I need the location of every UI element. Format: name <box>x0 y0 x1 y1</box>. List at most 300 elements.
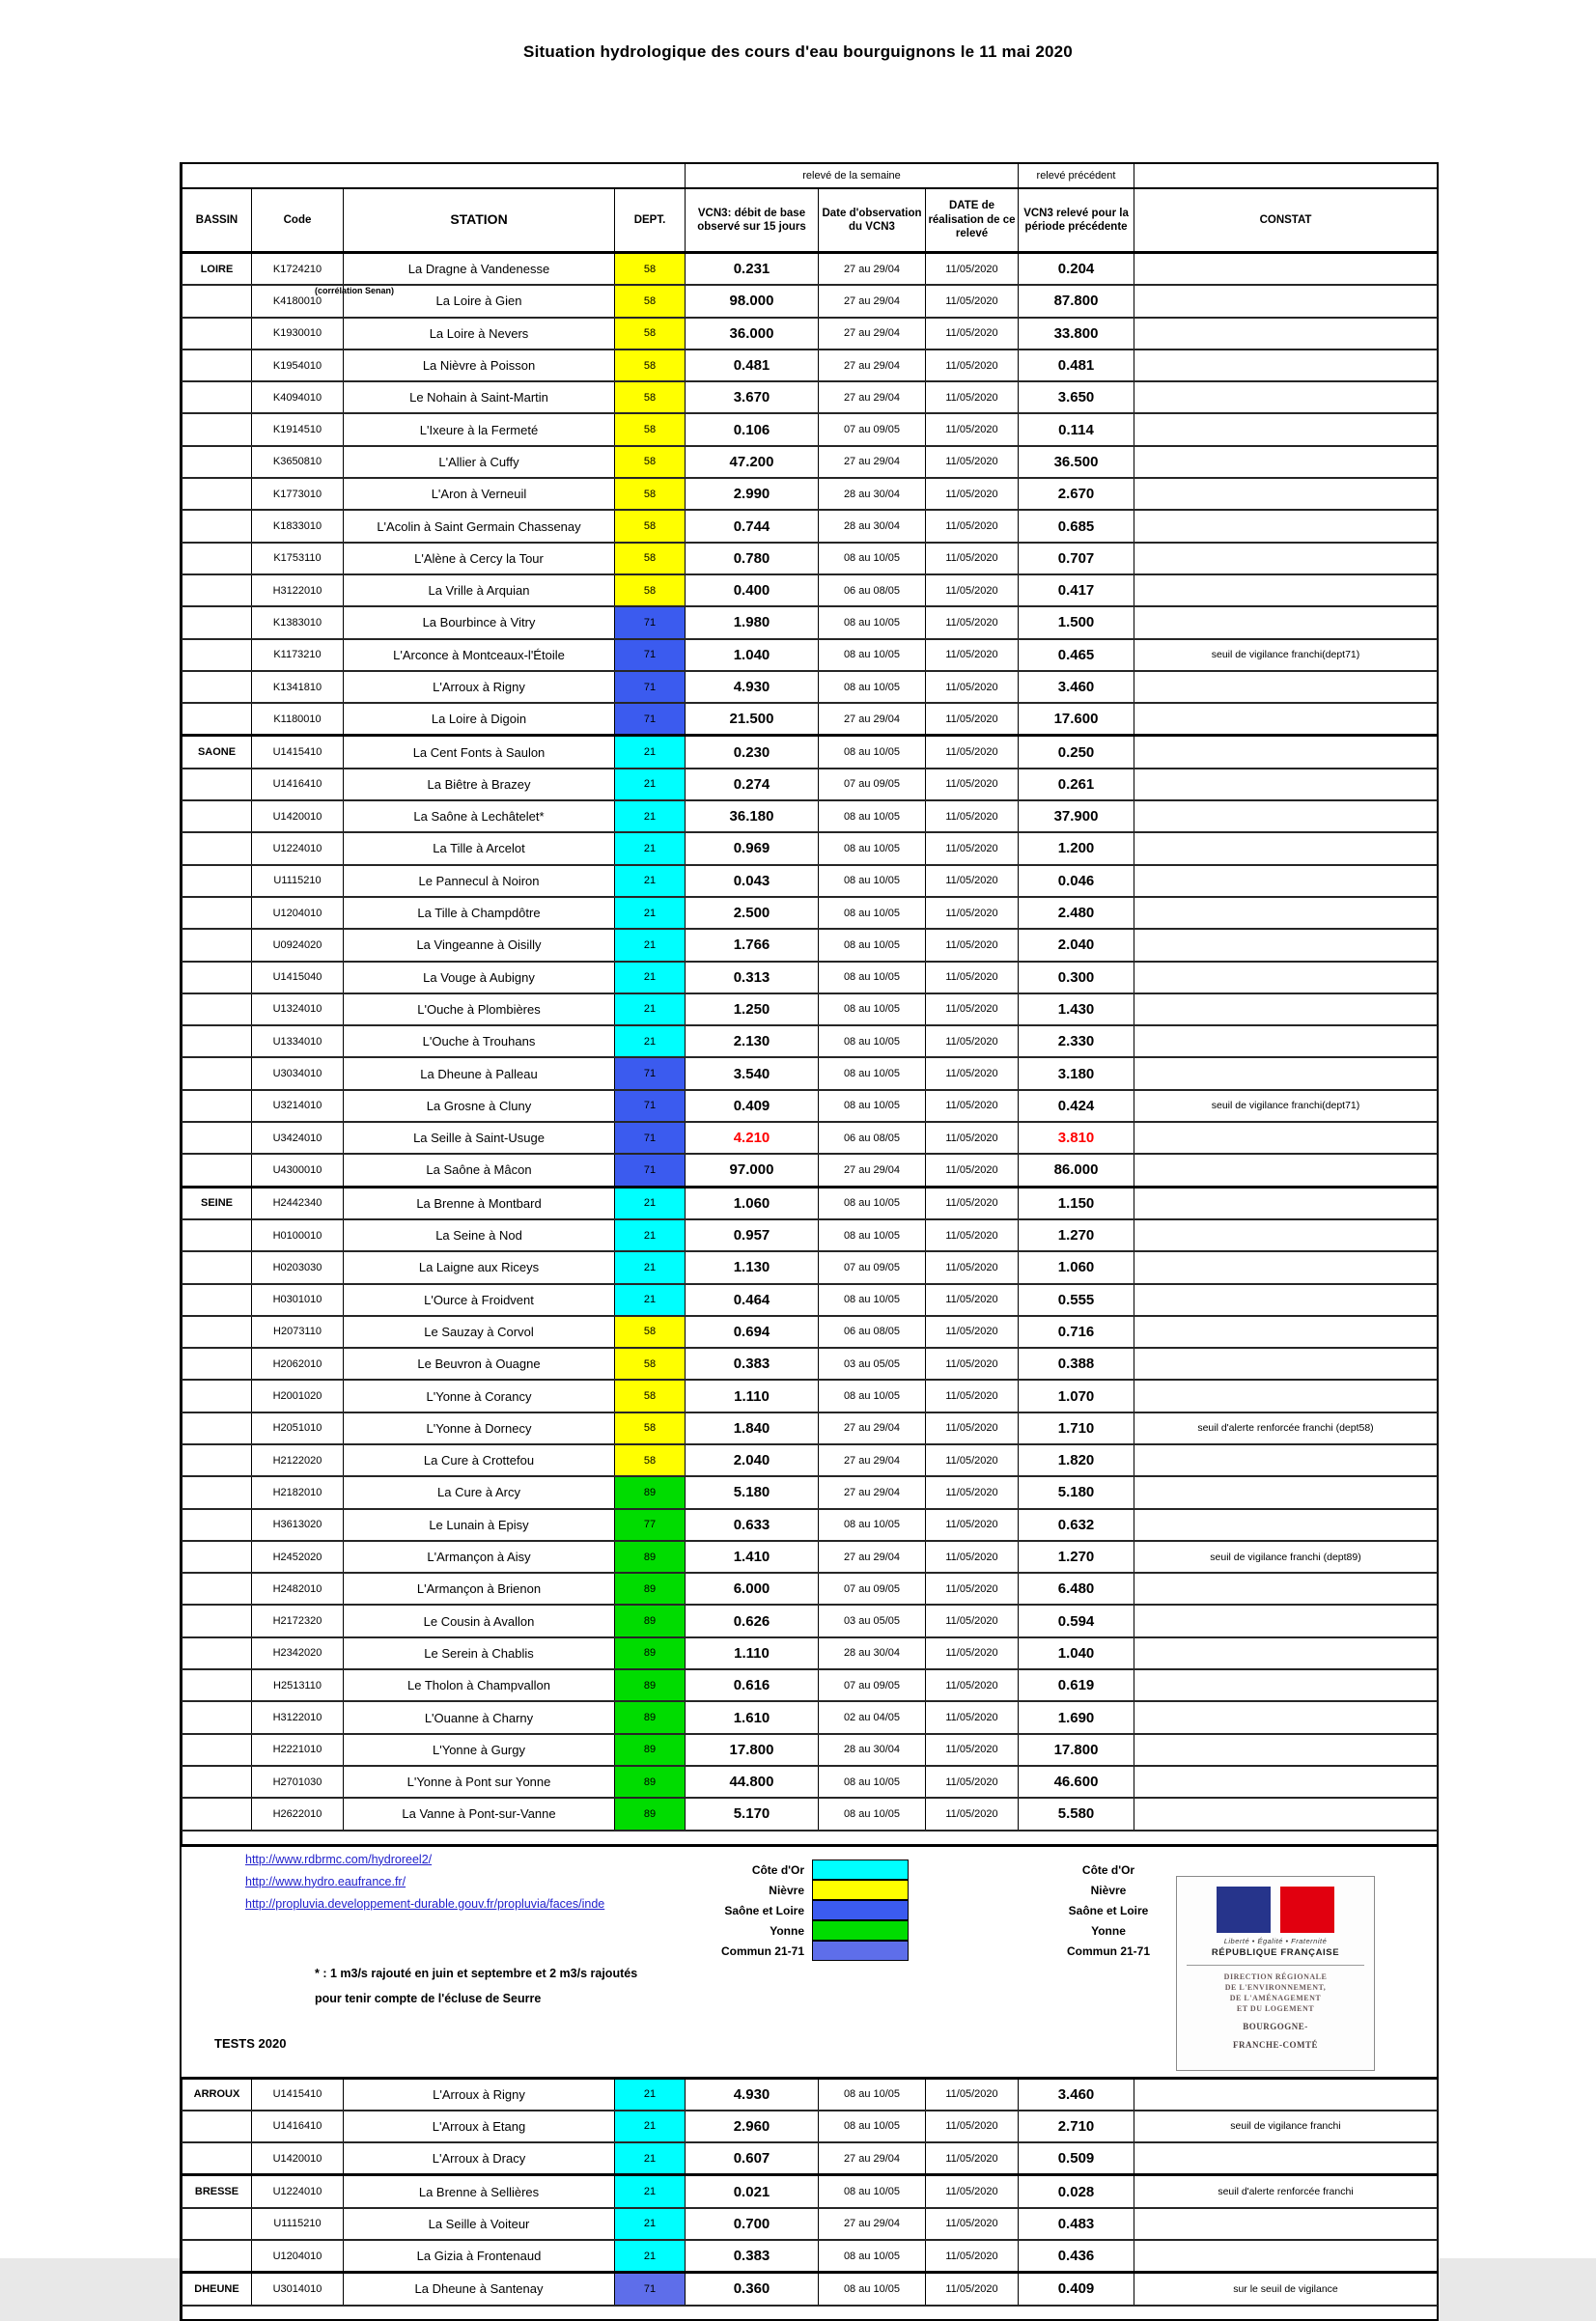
observation-date-cell: 07 au 09/05 <box>819 1573 926 1605</box>
vcn3-value-cell: 1.840 <box>686 1412 819 1444</box>
station-name-cell: La Nièvre à Poisson <box>344 350 615 381</box>
legend-row <box>611 1860 909 1881</box>
observation-date-cell: 08 au 10/05 <box>819 2273 926 2306</box>
station-name-cell: L'Yonne à Gurgy <box>344 1734 615 1766</box>
bassin-cell <box>182 606 252 638</box>
dept-cell: 21 <box>615 2111 686 2142</box>
station-name-cell: L'Acolin à Saint Germain Chassenay <box>344 510 615 542</box>
station-name-cell: La Loire à Nevers <box>344 318 615 350</box>
station-code-cell: U1415040 <box>252 962 344 993</box>
station-code-cell: H2442340 <box>252 1187 344 1219</box>
dept-cell: 21 <box>615 2080 686 2111</box>
station-row <box>182 1025 1438 1057</box>
station-row <box>182 1701 1438 1733</box>
dept-cell: 58 <box>615 253 686 286</box>
previous-vcn3-cell: 0.685 <box>1019 510 1134 542</box>
header-code: Code <box>252 188 344 253</box>
legend-label: Commun 21-71 <box>720 1944 804 1959</box>
span-header-empty-right <box>1134 164 1438 188</box>
observation-date-cell: 08 au 10/05 <box>819 865 926 897</box>
bassin-cell <box>182 574 252 606</box>
legend-color-swatch <box>812 1860 909 1880</box>
bassin-cell <box>182 446 252 478</box>
vcn3-value-cell: 5.170 <box>686 1798 819 1830</box>
header-dept: DEPT. <box>615 188 686 253</box>
observation-date-cell: 08 au 10/05 <box>819 1766 926 1798</box>
vcn3-value-cell: 0.106 <box>686 413 819 445</box>
releve-date-cell: 11/05/2020 <box>926 897 1019 929</box>
station-name-cell: Le Tholon à Champvallon (corrélation Senan) <box>344 1669 615 1701</box>
observation-date-cell: 08 au 10/05 <box>819 2175 926 2208</box>
station-row <box>182 574 1438 606</box>
station-code-cell: K1833010 <box>252 510 344 542</box>
releve-date-cell: 11/05/2020 <box>926 1090 1019 1122</box>
station-name-cell: La Tille à Champdôtre <box>344 897 615 929</box>
station-name-cell: La Loire à Digoin <box>344 703 615 736</box>
dept-cell: 89 <box>615 1766 686 1798</box>
vcn3-value-cell: 1.110 <box>686 1380 819 1412</box>
dept-cell: 21 <box>615 800 686 832</box>
observation-date-cell: 08 au 10/05 <box>819 962 926 993</box>
bassin-cell <box>182 1541 252 1573</box>
constat-cell <box>1134 285 1438 317</box>
bassin-cell <box>182 832 252 864</box>
flag-blue-panel <box>1217 1887 1271 1933</box>
releve-date-cell: 11/05/2020 <box>926 1284 1019 1316</box>
vcn3-value-cell: 0.626 <box>686 1605 819 1636</box>
station-code-cell: U1420010 <box>252 800 344 832</box>
legend-name: Nièvre <box>1090 1883 1127 1897</box>
bassin-cell <box>182 510 252 542</box>
observation-date-cell: 08 au 10/05 <box>819 1090 926 1122</box>
observation-date-cell: 08 au 10/05 <box>819 832 926 864</box>
constat-cell <box>1134 1057 1438 1089</box>
releve-date-cell: 11/05/2020 <box>926 1412 1019 1444</box>
constat-cell <box>1134 769 1438 800</box>
bassin-cell <box>182 478 252 510</box>
observation-date-cell: 06 au 08/05 <box>819 1122 926 1154</box>
vcn3-value-cell: 0.481 <box>686 350 819 381</box>
bassin-cell <box>182 993 252 1025</box>
station-code-cell: H0301010 <box>252 1284 344 1316</box>
main-hydro-table <box>182 164 1438 1844</box>
dept-cell: 58 <box>615 510 686 542</box>
observation-date-cell: 08 au 10/05 <box>819 543 926 574</box>
dept-cell: 58 <box>615 318 686 350</box>
observation-date-cell: 08 au 10/05 <box>819 1509 926 1541</box>
observation-date-cell: 08 au 10/05 <box>819 2111 926 2142</box>
constat-cell <box>1134 736 1438 769</box>
bassin-cell <box>182 1348 252 1380</box>
station-name-cell: L'Ouanne à Charny <box>344 1701 615 1733</box>
station-row <box>182 1122 1438 1154</box>
station-code-cell: K1724210 <box>252 253 344 286</box>
previous-vcn3-cell: 17.600 <box>1019 703 1134 736</box>
station-name-cell: La Vrille à Arquian <box>344 574 615 606</box>
previous-vcn3-cell: 0.409 <box>1019 2273 1134 2306</box>
vcn3-value-cell: 0.313 <box>686 962 819 993</box>
releve-date-cell: 11/05/2020 <box>926 1219 1019 1251</box>
link-propluvia[interactable]: http://propluvia.developpement-durable.gouv.fr/propluvia/faces/inde <box>245 1896 605 1911</box>
station-name-cell: La Biêtre à Brazey <box>344 769 615 800</box>
vcn3-value-cell: 1.040 <box>686 639 819 671</box>
previous-vcn3-cell: 1.200 <box>1019 832 1134 864</box>
station-code-cell: H3122010 <box>252 574 344 606</box>
bassin-cell <box>182 703 252 736</box>
observation-date-cell: 27 au 29/04 <box>819 1541 926 1573</box>
dept-cell: 58 <box>615 413 686 445</box>
previous-vcn3-cell: 0.481 <box>1019 350 1134 381</box>
previous-vcn3-cell: 2.670 <box>1019 478 1134 510</box>
observation-date-cell: 28 au 30/04 <box>819 1734 926 1766</box>
releve-date-cell: 11/05/2020 <box>926 2175 1019 2208</box>
dept-cell: 58 <box>615 446 686 478</box>
vcn3-value-cell: 1.766 <box>686 929 819 961</box>
dreal-line-3: DE L'AMÉNAGEMENT <box>1229 1993 1322 2002</box>
observation-date-cell: 07 au 09/05 <box>819 413 926 445</box>
station-name-cell: Le Pannecul à Noiron <box>344 865 615 897</box>
observation-date-cell: 27 au 29/04 <box>819 1412 926 1444</box>
vcn3-value-cell: 36.180 <box>686 800 819 832</box>
dept-cell: 21 <box>615 1187 686 1219</box>
links-block <box>245 1853 604 1919</box>
station-row <box>182 413 1438 445</box>
vcn3-value-cell: 0.633 <box>686 1509 819 1541</box>
releve-date-cell: 11/05/2020 <box>926 350 1019 381</box>
dept-cell: 89 <box>615 1541 686 1573</box>
dept-cell: 89 <box>615 1798 686 1830</box>
constat-cell <box>1134 1798 1438 1830</box>
station-code-cell: U1334010 <box>252 1025 344 1057</box>
station-code-cell: H2482010 <box>252 1573 344 1605</box>
station-name-cell: La Brenne à Montbard <box>344 1187 615 1219</box>
station-name-cell: La Saône à Lechâtelet* <box>344 800 615 832</box>
vcn3-value-cell: 0.274 <box>686 769 819 800</box>
dept-cell: 21 <box>615 1025 686 1057</box>
constat-cell <box>1134 1509 1438 1541</box>
station-code-cell: H2342020 <box>252 1637 344 1669</box>
releve-date-cell: 11/05/2020 <box>926 1798 1019 1830</box>
bassin-cell <box>182 1154 252 1187</box>
dept-cell: 71 <box>615 1154 686 1187</box>
bassin-cell <box>182 2111 252 2142</box>
station-name-cell: La Seine à Nod <box>344 1219 615 1251</box>
constat-cell <box>1134 381 1438 413</box>
vcn3-value-cell: 44.800 <box>686 1766 819 1798</box>
spacer-cell <box>182 2306 1438 2319</box>
observation-date-cell: 08 au 10/05 <box>819 2240 926 2273</box>
previous-vcn3-cell: 36.500 <box>1019 446 1134 478</box>
station-name-cell: La Loire à Gien <box>344 285 615 317</box>
footer-zone <box>182 1844 1437 2080</box>
station-name-cell: La Saône à Mâcon <box>344 1154 615 1187</box>
station-row <box>182 2111 1438 2142</box>
releve-date-cell: 11/05/2020 <box>926 1669 1019 1701</box>
station-name-cell: L'Yonne à Dornecy <box>344 1412 615 1444</box>
vcn3-value-cell: 1.610 <box>686 1701 819 1733</box>
vcn3-value-cell: 0.616 <box>686 1669 819 1701</box>
station-row <box>182 1509 1438 1541</box>
station-row <box>182 1541 1438 1573</box>
bassin-cell <box>182 769 252 800</box>
legend-label: Nièvre <box>769 1884 804 1898</box>
station-code-cell: H2182010 <box>252 1476 344 1508</box>
station-name-cell: Le Lunain à Episy <box>344 1509 615 1541</box>
bassin-cell: LOIRE <box>182 253 252 286</box>
observation-date-cell: 27 au 29/04 <box>819 446 926 478</box>
vcn3-value-cell: 6.000 <box>686 1573 819 1605</box>
station-name-cell: Le Cousin à Avallon <box>344 1605 615 1636</box>
vcn3-value-cell: 4.210 <box>686 1122 819 1154</box>
dept-cell: 58 <box>615 478 686 510</box>
tests-2020-table <box>182 2080 1438 2319</box>
previous-vcn3-cell: 2.040 <box>1019 929 1134 961</box>
observation-date-cell: 27 au 29/04 <box>819 285 926 317</box>
constat-cell <box>1134 897 1438 929</box>
bassin-cell <box>182 1444 252 1476</box>
station-code-cell: K4180010 <box>252 285 344 317</box>
vcn3-value-cell: 2.130 <box>686 1025 819 1057</box>
previous-vcn3-cell: 37.900 <box>1019 800 1134 832</box>
station-code-cell: U1416410 <box>252 2111 344 2142</box>
constat-cell: seuil de vigilance franchi(dept71) <box>1134 1090 1438 1122</box>
station-name-cell: L'Arroux à Rigny <box>344 2080 615 2111</box>
dept-cell: 58 <box>615 381 686 413</box>
constat-cell <box>1134 2080 1438 2111</box>
vcn3-value-cell: 21.500 <box>686 703 819 736</box>
vcn3-value-cell: 0.021 <box>686 2175 819 2208</box>
constat-cell <box>1134 1573 1438 1605</box>
constat-cell <box>1134 832 1438 864</box>
dept-cell: 58 <box>615 1316 686 1348</box>
vcn3-value-cell: 2.040 <box>686 1444 819 1476</box>
constat-cell <box>1134 865 1438 897</box>
station-row <box>182 318 1438 350</box>
observation-date-cell: 03 au 05/05 <box>819 1348 926 1380</box>
station-row <box>182 2208 1438 2240</box>
previous-vcn3-cell: 1.060 <box>1019 1251 1134 1283</box>
station-name-cell: Le Sauzay à Corvol <box>344 1316 615 1348</box>
station-code-cell: K1930010 <box>252 318 344 350</box>
constat-cell: sur le seuil de vigilance <box>1134 2273 1438 2306</box>
constat-cell <box>1134 671 1438 703</box>
previous-vcn3-cell: 1.430 <box>1019 993 1134 1025</box>
station-name-cell: L'Arroux à Etang <box>344 2111 615 2142</box>
previous-vcn3-cell: 1.820 <box>1019 1444 1134 1476</box>
observation-date-cell: 07 au 09/05 <box>819 769 926 800</box>
constat-cell <box>1134 2142 1438 2175</box>
vcn3-value-cell: 3.670 <box>686 381 819 413</box>
bassin-cell <box>182 800 252 832</box>
station-row <box>182 2080 1438 2111</box>
bassin-cell <box>182 671 252 703</box>
station-row <box>182 1766 1438 1798</box>
previous-vcn3-cell: 0.261 <box>1019 769 1134 800</box>
station-row <box>182 510 1438 542</box>
legend-name: Côte d'Or <box>1081 1862 1135 1877</box>
observation-date-cell: 27 au 29/04 <box>819 1444 926 1476</box>
previous-vcn3-cell: 86.000 <box>1019 1154 1134 1187</box>
previous-vcn3-cell: 0.300 <box>1019 962 1134 993</box>
vcn3-value-cell: 98.000 <box>686 285 819 317</box>
releve-date-cell: 11/05/2020 <box>926 1573 1019 1605</box>
observation-date-cell: 28 au 30/04 <box>819 510 926 542</box>
station-name-cell: L'Alène à Cercy la Tour <box>344 543 615 574</box>
column-header-row <box>182 188 1438 253</box>
station-code-cell: H2051010 <box>252 1412 344 1444</box>
dept-cell: 89 <box>615 1573 686 1605</box>
releve-date-cell: 11/05/2020 <box>926 800 1019 832</box>
dept-cell: 21 <box>615 2175 686 2208</box>
legend-label: Yonne <box>770 1924 804 1939</box>
bassin-cell <box>182 1025 252 1057</box>
dept-cell: 21 <box>615 865 686 897</box>
station-row <box>182 703 1438 736</box>
bassin-cell <box>182 543 252 574</box>
dept-cell: 21 <box>615 736 686 769</box>
legend-label: Côte d'Or <box>751 1863 804 1878</box>
releve-date-cell: 11/05/2020 <box>926 1541 1019 1573</box>
station-row <box>182 478 1438 510</box>
station-name-cell: La Cent Fonts à Saulon <box>344 736 615 769</box>
station-name-cell: La Laigne aux Riceys <box>344 1251 615 1283</box>
legend-color-swatch <box>812 1941 909 1961</box>
vcn3-value-cell: 97.000 <box>686 1154 819 1187</box>
station-row <box>182 2240 1438 2273</box>
constat-cell <box>1134 1444 1438 1476</box>
constat-cell <box>1134 929 1438 961</box>
vcn3-value-cell: 0.957 <box>686 1219 819 1251</box>
station-row <box>182 1669 1438 1701</box>
dept-cell: 21 <box>615 929 686 961</box>
constat-cell <box>1134 1316 1438 1348</box>
dept-cell: 71 <box>615 639 686 671</box>
constat-cell <box>1134 1701 1438 1733</box>
station-code-cell: U1415410 <box>252 2080 344 2111</box>
bassin-cell <box>182 2240 252 2273</box>
station-code-cell: U1416410 <box>252 769 344 800</box>
observation-date-cell: 06 au 08/05 <box>819 1316 926 1348</box>
previous-vcn3-cell: 1.150 <box>1019 1187 1134 1219</box>
previous-vcn3-cell: 1.270 <box>1019 1219 1134 1251</box>
station-name-cell: La Brenne à Sellières <box>344 2175 615 2208</box>
dept-cell: 58 <box>615 1348 686 1380</box>
vcn3-value-cell: 0.607 <box>686 2142 819 2175</box>
previous-vcn3-cell: 0.417 <box>1019 574 1134 606</box>
bassin-cell: SAONE <box>182 736 252 769</box>
vcn3-value-cell: 1.110 <box>686 1637 819 1669</box>
releve-date-cell: 11/05/2020 <box>926 1316 1019 1348</box>
bassin-cell <box>182 1701 252 1733</box>
legend-label: Saône et Loire <box>724 1904 804 1918</box>
constat-cell: seuil d'alerte renforcée franchi <box>1134 2175 1438 2208</box>
dept-cell: 71 <box>615 1122 686 1154</box>
observation-date-cell: 08 au 10/05 <box>819 929 926 961</box>
station-code-cell: H2701030 <box>252 1766 344 1798</box>
observation-date-cell: 08 au 10/05 <box>819 993 926 1025</box>
station-name-cell: L'Allier à Cuffy <box>344 446 615 478</box>
station-code-cell: H2513110 <box>252 1669 344 1701</box>
observation-date-cell: 08 au 10/05 <box>819 1798 926 1830</box>
station-name-cell: La Bourbince à Vitry <box>344 606 615 638</box>
vcn3-value-cell: 47.200 <box>686 446 819 478</box>
releve-date-cell: 11/05/2020 <box>926 1122 1019 1154</box>
station-name-cell: La Vouge à Aubigny <box>344 962 615 993</box>
constat-cell <box>1134 1025 1438 1057</box>
dept-cell: 89 <box>615 1476 686 1508</box>
releve-date-cell: 11/05/2020 <box>926 381 1019 413</box>
vcn3-value-cell: 0.231 <box>686 253 819 286</box>
constat-cell <box>1134 478 1438 510</box>
bassin-cell <box>182 1284 252 1316</box>
dept-cell: 21 <box>615 2208 686 2240</box>
vcn3-value-cell: 36.000 <box>686 318 819 350</box>
observation-date-cell: 27 au 29/04 <box>819 253 926 286</box>
releve-date-cell: 11/05/2020 <box>926 1444 1019 1476</box>
dept-cell: 89 <box>615 1734 686 1766</box>
station-code-cell: H2452020 <box>252 1541 344 1573</box>
constat-cell <box>1134 574 1438 606</box>
station-name-cell: L'Arroux à Dracy <box>344 2142 615 2175</box>
dept-cell: 21 <box>615 897 686 929</box>
vcn3-value-cell: 0.230 <box>686 736 819 769</box>
releve-date-cell: 11/05/2020 <box>926 639 1019 671</box>
observation-date-cell: 08 au 10/05 <box>819 736 926 769</box>
station-name-cell: La Vanne à Pont-sur-Vanne <box>344 1798 615 1830</box>
constat-cell <box>1134 1284 1438 1316</box>
vcn3-value-cell: 2.500 <box>686 897 819 929</box>
previous-vcn3-cell: 0.250 <box>1019 736 1134 769</box>
releve-date-cell: 11/05/2020 <box>926 2240 1019 2273</box>
station-name-cell: L'Armançon à Brienon <box>344 1573 615 1605</box>
constat-cell <box>1134 1605 1438 1636</box>
station-row <box>182 1734 1438 1766</box>
releve-date-cell: 11/05/2020 <box>926 2142 1019 2175</box>
releve-date-cell: 11/05/2020 <box>926 1637 1019 1669</box>
dept-cell: 21 <box>615 769 686 800</box>
dept-cell: 58 <box>615 574 686 606</box>
previous-vcn3-cell: 1.040 <box>1019 1637 1134 1669</box>
station-code-cell: U1204010 <box>252 897 344 929</box>
previous-vcn3-cell: 2.480 <box>1019 897 1134 929</box>
releve-date-cell: 11/05/2020 <box>926 318 1019 350</box>
bassin-cell <box>182 1219 252 1251</box>
constat-cell <box>1134 962 1438 993</box>
station-name-cell: Le Serein à Chablis <box>344 1637 615 1669</box>
link-hydro-eaufrance[interactable]: http://www.hydro.eaufrance.fr/ <box>245 1874 406 1888</box>
observation-date-cell: 08 au 10/05 <box>819 1025 926 1057</box>
previous-vcn3-cell: 0.632 <box>1019 1509 1134 1541</box>
republic-motto: Liberté • Égalité • Fraternité <box>1223 1936 1328 1945</box>
dept-cell: 89 <box>615 1669 686 1701</box>
legend-name: Commun 21-71 <box>1066 1943 1151 1958</box>
link-hydroreel[interactable]: http://www.rdbrmc.com/hydroreel2/ <box>245 1852 433 1866</box>
constat-cell <box>1134 253 1438 286</box>
observation-date-cell: 27 au 29/04 <box>819 1476 926 1508</box>
legend-name: Yonne <box>1091 1923 1126 1938</box>
station-code-cell: H2622010 <box>252 1798 344 1830</box>
station-row <box>182 2175 1438 2208</box>
releve-date-cell: 11/05/2020 <box>926 1476 1019 1508</box>
footnote-line-1: * : 1 m3/s rajouté en juin et septembre et 2 m3/s rajoutés <box>315 1966 638 1980</box>
station-row <box>182 1476 1438 1508</box>
releve-date-cell: 11/05/2020 <box>926 703 1019 736</box>
observation-date-cell: 28 au 30/04 <box>819 478 926 510</box>
previous-vcn3-cell: 1.690 <box>1019 1701 1134 1733</box>
station-code-cell: K1753110 <box>252 543 344 574</box>
station-row <box>182 1412 1438 1444</box>
previous-vcn3-cell: 3.460 <box>1019 2080 1134 2111</box>
